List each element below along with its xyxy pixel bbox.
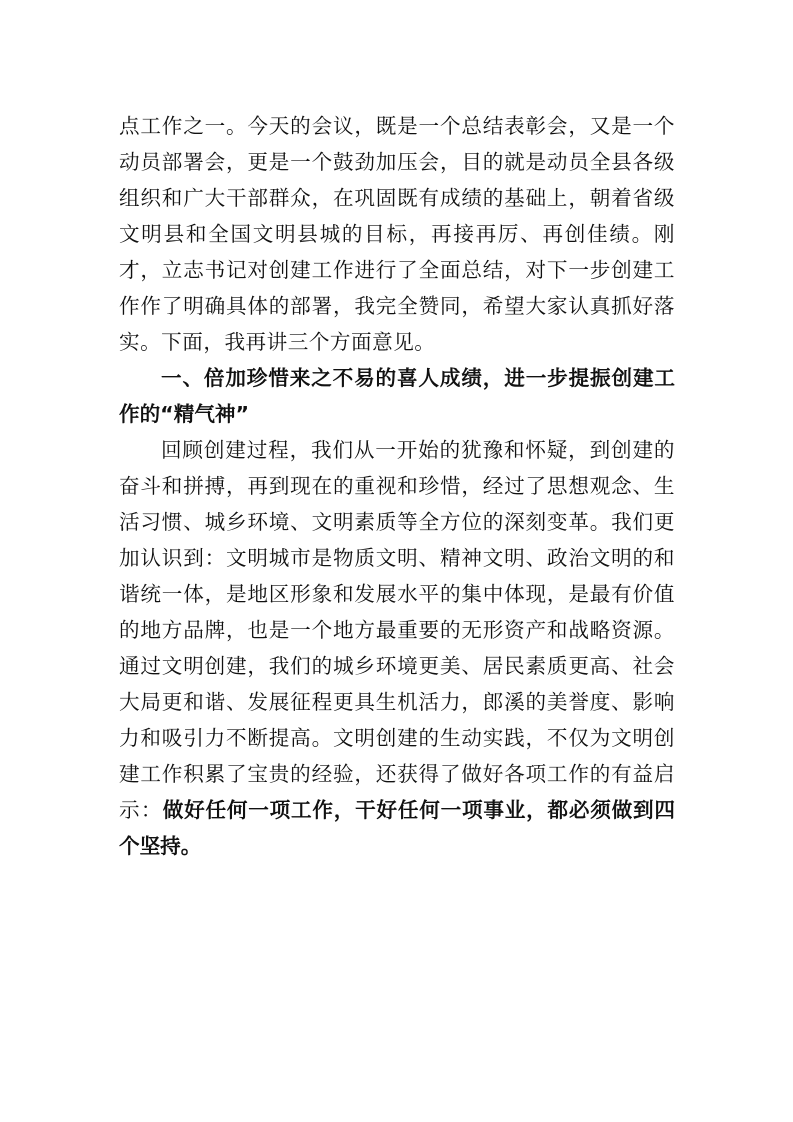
body-paragraph-2-text: 回顾创建过程，我们从一开始的犹豫和怀疑，到创建的奋斗和拼搏，再到现在的重视和珍惜，经过了思想观念、生活习惯、城乡环境、文明素质等全方位的深刻变革。我们更加认识到：文明城市是物质文明、精神文明、政治文明的和谐统一体，是地区形象和发展水平的集中体现，是最有价值的地方品牌，也是一个地方最重要的无形资产和战略资源。通过文明创建，我们的城乡环境更美、居民素质更高、社会大局更和谐、发展征程更具生机活力，郎溪的美誉度、影响力和吸引力不断提高。文明创建的生动实践，不仅为文明创建工作积累了宝贵的经验，还获得了做好各项工作的有益启示： bbox=[119, 438, 675, 822]
body-paragraph-1: 点工作之一。今天的会议，既是一个总结表彰会，又是一个动员部署会，更是一个鼓劲加压会，目的就是动员全县各级组织和广大干部群众，在巩固既有成绩的基础上，朝着省级文明县和全国文明县城的目标，再接再厉、再创佳绩。刚才，立志书记对创建工作进行了全面总结，对下一步创建工作作了明确具体的部署，我完全赞同，希望大家认真抓好落实。下面，我再讲三个方面意见。 bbox=[119, 114, 675, 354]
document-page bbox=[119, 108, 675, 864]
body-paragraph-2 bbox=[119, 432, 675, 864]
bold-emphasis-text: 做好任何一项工作，干好任何一项事业，都必须做到四个坚持。 bbox=[119, 798, 676, 858]
section-heading-1: 一、倍加珍惜来之不易的喜人成绩，进一步提振创建工作的“精气神” bbox=[119, 366, 675, 426]
